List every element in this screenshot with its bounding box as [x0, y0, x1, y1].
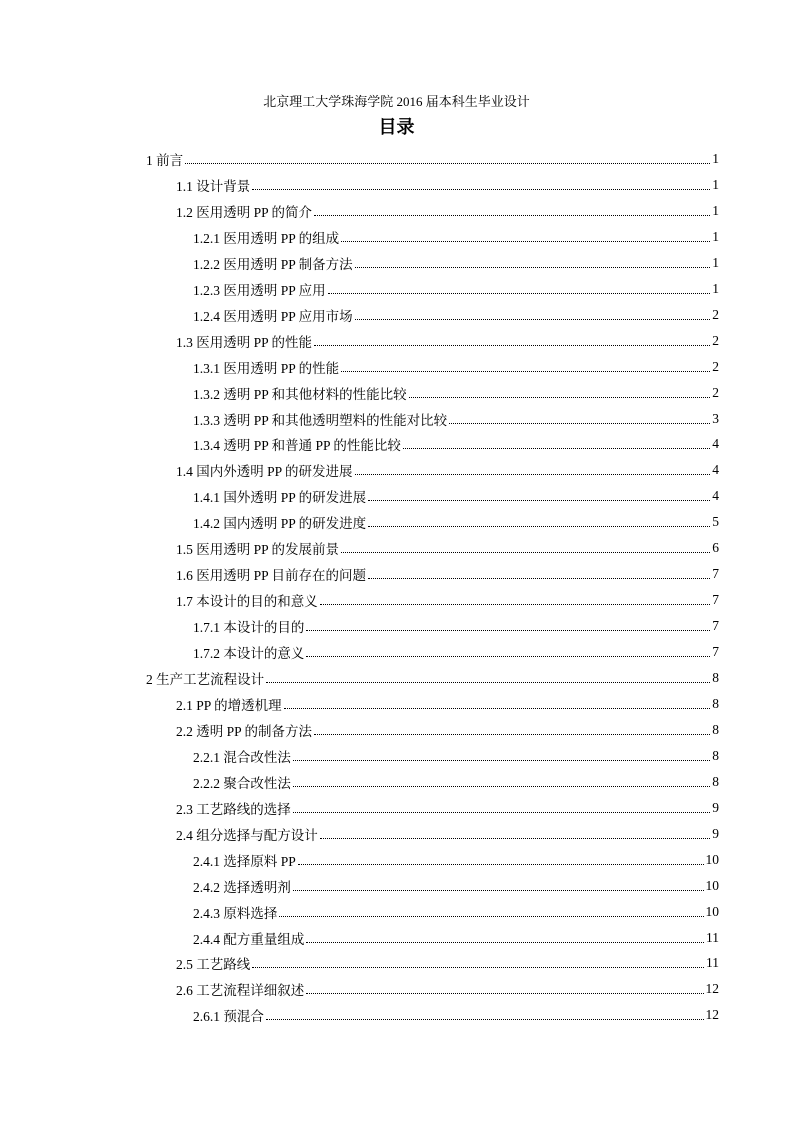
toc-entry[interactable]: [193, 847, 719, 873]
toc-entry[interactable]: [193, 899, 719, 925]
toc-entry[interactable]: [176, 587, 719, 613]
toc-entry-page-number: 1: [712, 254, 719, 270]
toc-entry[interactable]: [193, 431, 719, 457]
toc-entry[interactable]: [176, 457, 719, 483]
toc-entry-page-number: 9: [712, 799, 719, 815]
toc-entry-page-number: 7: [712, 592, 719, 608]
dot-leader: [293, 760, 710, 761]
toc-entry-title: 1.3.4 透明 PP 和普通 PP 的性能比较: [193, 438, 401, 454]
toc-entry-page-number: 4: [712, 462, 719, 478]
toc-entry-title: 1.3 医用透明 PP 的性能: [176, 334, 313, 350]
toc-entry-page-number: 8: [712, 670, 719, 685]
toc-entry-page-number: 9: [712, 825, 719, 841]
toc-entry-title: 2.4.2 选择透明剂: [193, 879, 291, 895]
dot-leader: [368, 578, 710, 579]
toc-entry[interactable]: [146, 146, 719, 172]
toc-entry-title: 1.2 医用透明 PP 的简介: [176, 204, 313, 220]
toc-entry[interactable]: [193, 769, 719, 795]
toc-entry-page-number: 10: [705, 877, 719, 893]
toc-entry[interactable]: [193, 483, 719, 509]
dot-leader: [266, 1019, 704, 1020]
toc-entry-page-number: 1: [712, 280, 719, 296]
toc-entry-page-number: 1: [712, 151, 719, 166]
toc-entry[interactable]: [176, 561, 719, 587]
toc-entry-page-number: 10: [705, 903, 719, 919]
toc-entry[interactable]: [193, 613, 719, 639]
toc-entry-page-number: 8: [712, 695, 719, 711]
dot-leader: [293, 786, 710, 787]
toc-entry-title: 1.4.2 国内透明 PP 的研发进度: [193, 516, 367, 532]
toc-entry[interactable]: [193, 406, 719, 432]
dot-leader: [279, 916, 703, 917]
toc-entry-page-number: 4: [712, 488, 719, 504]
toc-entry-title: 1 前言: [146, 153, 184, 168]
dot-leader: [306, 630, 710, 631]
toc-entry-title: 1.7.2 本设计的意义: [193, 646, 305, 662]
toc-entry-page-number: 8: [712, 773, 719, 789]
dot-leader: [252, 189, 710, 190]
toc-entry-page-number: 6: [712, 540, 719, 556]
toc-entry-title: 2.1 PP 的增透机理: [176, 697, 282, 713]
toc-entry-title: 2.6 工艺流程详细叙述: [176, 983, 305, 999]
toc-entry[interactable]: [193, 276, 719, 302]
toc-entry[interactable]: [176, 717, 719, 743]
toc-entry[interactable]: [176, 950, 719, 976]
toc-entry-page-number: 12: [705, 981, 719, 997]
toc-entry[interactable]: [193, 1002, 719, 1028]
toc-entry-page-number: 2: [712, 358, 719, 374]
dot-leader: [368, 500, 710, 501]
toc-entry-page-number: 11: [706, 955, 719, 971]
toc-entry-title: 2.4.4 配方重量组成: [193, 931, 305, 947]
toc-entry-page-number: 2: [712, 332, 719, 348]
toc-entry-title: 1.6 医用透明 PP 目前存在的问题: [176, 568, 367, 584]
page-title: 目录: [378, 117, 415, 138]
dot-leader: [306, 656, 710, 657]
dot-leader: [314, 345, 710, 346]
dot-leader: [185, 163, 710, 164]
toc-entry-title: 2.4.1 选择原料 PP: [193, 853, 296, 869]
dot-leader: [293, 812, 711, 813]
toc-entry-page-number: 8: [712, 747, 719, 763]
toc-entry[interactable]: [193, 925, 719, 951]
dot-leader: [298, 864, 704, 865]
toc-entry[interactable]: [193, 354, 719, 380]
toc-entry-page-number: 8: [712, 721, 719, 737]
toc-entry-page-number: 7: [712, 644, 719, 660]
toc-entry-page-number: 10: [705, 851, 719, 867]
dot-leader: [320, 838, 711, 839]
toc-entry-title: 1.3.1 医用透明 PP 的性能: [193, 360, 340, 376]
toc-entry-title: 1.3.3 透明 PP 和其他透明塑料的性能对比较: [193, 412, 448, 428]
dot-leader: [252, 967, 704, 968]
toc-entry[interactable]: [176, 795, 719, 821]
toc-entry-page-number: 7: [712, 618, 719, 634]
toc-entry[interactable]: [193, 509, 719, 535]
toc-entry[interactable]: [176, 976, 719, 1002]
dot-leader: [409, 397, 711, 398]
dot-leader: [449, 423, 710, 424]
toc-entry[interactable]: [176, 821, 719, 847]
toc-entry[interactable]: [176, 328, 719, 354]
toc-entry-title: 1.7 本设计的目的和意义: [176, 594, 318, 610]
dot-leader: [355, 474, 711, 475]
toc-entry[interactable]: [176, 691, 719, 717]
toc-entry-title: 2.5 工艺路线: [176, 957, 251, 973]
dot-leader: [284, 708, 711, 709]
toc-entry-title: 2.4.3 原料选择: [193, 905, 278, 921]
dot-leader: [341, 371, 710, 372]
toc-entry-page-number: 2: [712, 384, 719, 400]
toc-entry-title: 1.5 医用透明 PP 的发展前景: [176, 542, 340, 558]
toc-entry-page-number: 3: [712, 410, 719, 426]
dot-leader: [355, 267, 711, 268]
toc-entry-page-number: 2: [712, 306, 719, 322]
toc-entry[interactable]: [193, 250, 719, 276]
toc-entry-page-number: 1: [712, 176, 719, 192]
toc-entry-title: 1.2.2 医用透明 PP 制备方法: [193, 256, 353, 272]
toc-entry-title: 1.2.1 医用透明 PP 的组成: [193, 230, 340, 246]
dot-leader: [314, 215, 710, 216]
toc-entry[interactable]: [193, 302, 719, 328]
dot-leader: [320, 604, 711, 605]
toc-entry-title: 1.2.3 医用透明 PP 应用: [193, 282, 326, 298]
toc-entry[interactable]: [193, 873, 719, 899]
toc-entry-page-number: 1: [712, 202, 719, 218]
toc-entry[interactable]: [176, 535, 719, 561]
toc-entry-title: 2.2.2 聚合改性法: [193, 775, 291, 791]
toc-entry[interactable]: [176, 172, 719, 198]
toc-entry-title: 1.3.2 透明 PP 和其他材料的性能比较: [193, 386, 407, 402]
dot-leader: [368, 526, 710, 527]
toc-entry-title: 2.2.1 混合改性法: [193, 749, 291, 765]
toc-entry[interactable]: [193, 224, 719, 250]
toc-entry-title: 1.4.1 国外透明 PP 的研发进展: [193, 490, 367, 506]
toc-entry-page-number: 5: [712, 514, 719, 530]
toc-entry-page-number: 1: [712, 228, 719, 244]
dot-leader: [306, 942, 704, 943]
toc-entry[interactable]: [193, 380, 719, 406]
toc-entry[interactable]: [176, 198, 719, 224]
toc-entry-title: 2.3 工艺路线的选择: [176, 801, 291, 817]
toc-entry[interactable]: [193, 743, 719, 769]
toc-entry-title: 2.4 组分选择与配方设计: [176, 827, 318, 843]
dot-leader: [341, 241, 710, 242]
dot-leader: [306, 993, 703, 994]
toc-entry-title: 1.7.1 本设计的目的: [193, 620, 305, 636]
toc-entry[interactable]: [146, 665, 719, 691]
toc-entry-title: 1.4 国内外透明 PP 的研发进展: [176, 464, 353, 480]
dot-leader: [403, 448, 710, 449]
dot-leader: [328, 293, 711, 294]
toc-entry-title: 2.2 透明 PP 的制备方法: [176, 723, 313, 739]
dot-leader: [293, 890, 704, 891]
dot-leader: [314, 734, 710, 735]
toc-entry-page-number: 4: [712, 436, 719, 452]
toc-entry-title: 2 生产工艺流程设计: [146, 672, 265, 687]
toc-entry-title: 1.2.4 医用透明 PP 应用市场: [193, 308, 353, 324]
toc-entry-title: 2.6.1 预混合: [193, 1009, 264, 1025]
toc-entry-page-number: 7: [712, 566, 719, 582]
dot-leader: [355, 319, 711, 320]
toc-entry-title: 1.1 设计背景: [176, 178, 251, 194]
toc-entry-page-number: 11: [706, 929, 719, 945]
toc-entry[interactable]: [193, 639, 719, 665]
dot-leader: [341, 552, 710, 553]
toc-entry-page-number: 12: [705, 1007, 719, 1023]
dot-leader: [266, 682, 710, 683]
page-header: 北京理工大学珠海学院 2016 届本科生毕业设计: [263, 94, 530, 109]
